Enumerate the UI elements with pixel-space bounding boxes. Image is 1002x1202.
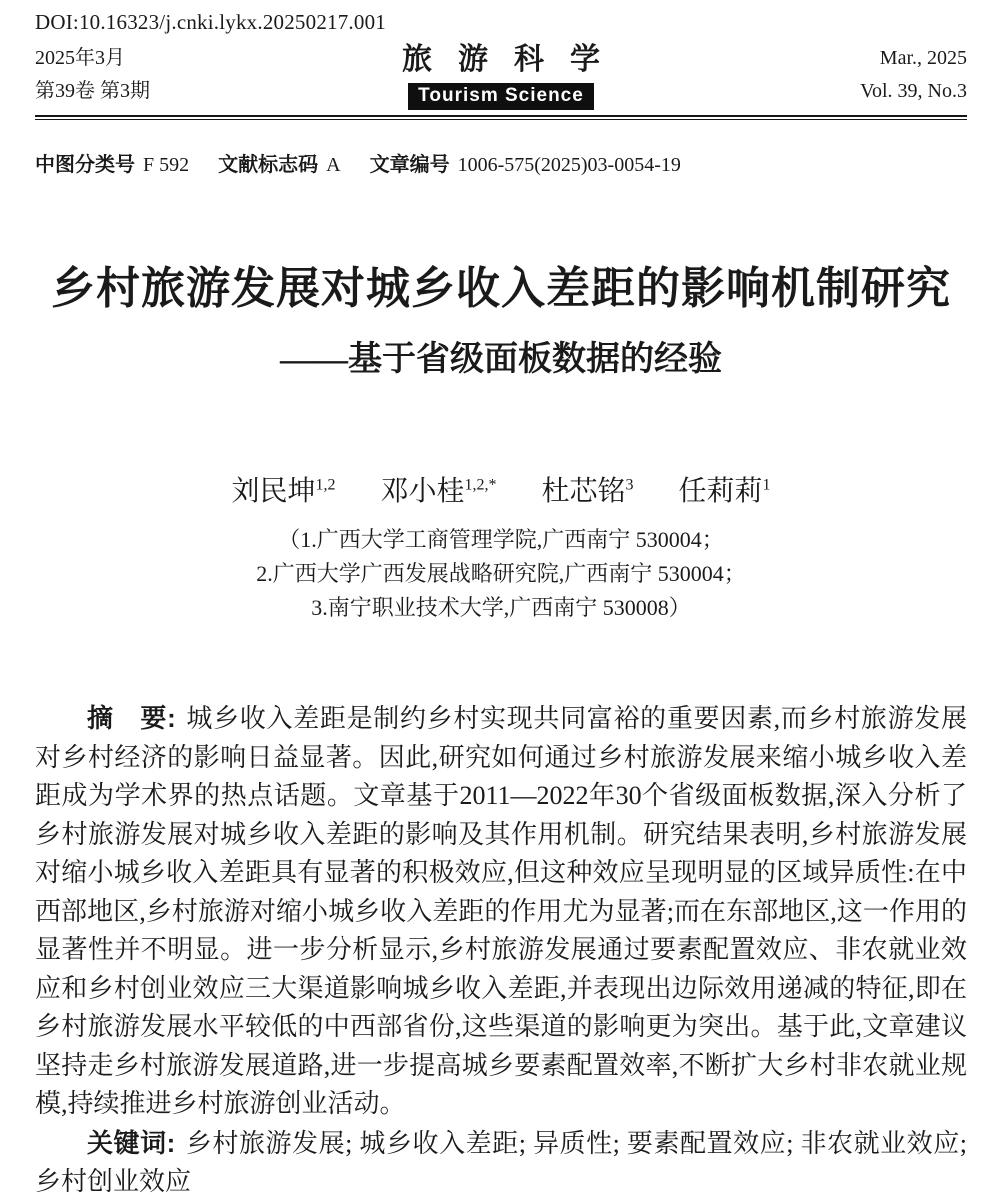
- affiliations-block: [35, 523, 967, 625]
- affiliation-line: 3.南宁职业技术大学,广西南宁 530008）: [311, 595, 691, 620]
- author-affil-marker: 1,2: [315, 476, 336, 494]
- journal-header: [35, 42, 967, 110]
- article-subtitle: ——基于省级面板数据的经验: [280, 341, 722, 378]
- article-title: 乡村旅游发展对城乡收入差距的影响机制研究: [51, 264, 951, 313]
- author-affil-marker: 1: [762, 476, 771, 494]
- author: [231, 476, 335, 507]
- keywords-paragraph: [35, 1124, 967, 1202]
- author-affil-marker: 3: [625, 476, 634, 494]
- header-rule-thin: [35, 119, 967, 120]
- journal-title-en: Tourism Science: [408, 83, 594, 110]
- author-affil-marker: 1,2,*: [464, 476, 497, 494]
- volume-issue-en: Vol. 39, No.3: [860, 80, 967, 102]
- article-no-group: [370, 154, 681, 176]
- clc-group: [35, 154, 189, 176]
- article-no-value: 1006-575(2025)03-0054-19: [457, 154, 681, 176]
- publication-date-en: Mar., 2025: [879, 47, 967, 69]
- header-rule-thick: [35, 115, 967, 117]
- header-center: [376, 42, 626, 110]
- doc-code-value: A: [326, 154, 341, 176]
- abstract-text: 城乡收入差距是制约乡村实现共同富裕的重要因素,而乡村旅游发展对乡村经济的影响日益显著。因此,研究如何通过乡村旅游发展来缩小城乡收入差距成为学术界的热点话题。文章基于2011—2022年30个省级面板数据,深入分析了乡村旅游发展对城乡收入差距的影响及其作用机制。研究结果表明,乡村旅游发展对缩小城乡收入差距具有显著的积极效应,但这种效应呈现明显的区域异质性:在中西部地区,乡村旅游对缩小城乡收入差距的作用尤为显著;而在东部地区,这一作用的显著性并不明显。进一步分析显示,乡村旅游发展通过要素配置效应、非农就业效应和乡村创业效应三大渠道影响城乡收入差距,并表现出边际效用递减的特征,即在乡村旅游发展水平较低的中西部省份,这些渠道的影响更为突出。基于此,文章建议坚持走乡村旅游发展道路,进一步提高城乡要素配置效率,不断扩大乡村非农就业规模,持续推进乡村旅游创业活动。: [35, 704, 967, 1118]
- author: [542, 476, 634, 507]
- affiliation-line: 2.广西大学广西发展战略研究院,广西南宁 530004；: [256, 561, 746, 586]
- header-right: [626, 42, 967, 108]
- author-line: [35, 475, 967, 509]
- volume-issue-cn: 第39卷 第3期: [35, 80, 150, 102]
- doc-code-group: [218, 154, 340, 176]
- author: [679, 476, 771, 507]
- clc-label: 中图分类号: [35, 154, 135, 176]
- clc-value: F 592: [143, 154, 190, 176]
- keywords-text: 乡村旅游发展; 城乡收入差距; 异质性; 要素配置效应; 非农就业效应; 乡村创业效应: [35, 1128, 967, 1196]
- doc-code-label: 文献标志码: [218, 154, 319, 176]
- affiliation-line: （1.广西大学工商管理学院,广西南宁 530004；: [278, 527, 724, 552]
- article-no-label: 文章编号: [369, 154, 450, 176]
- author-name: 杜芯铭: [541, 476, 626, 507]
- keywords-label: 关键词:: [87, 1127, 176, 1158]
- abstract-label: 摘 要:: [87, 703, 176, 733]
- author-name: 刘民坤: [231, 476, 316, 507]
- author-name: 邓小桂: [380, 476, 465, 507]
- header-left: [35, 42, 376, 108]
- header-rule: [35, 115, 967, 120]
- abstract-paragraph: [35, 699, 967, 1124]
- author: [380, 476, 496, 507]
- classification-line: [35, 148, 967, 177]
- journal-title-cn: 旅游科学: [402, 43, 626, 76]
- doi-line: DOI:10.16323/j.cnki.lykx.20250217.001: [35, 10, 386, 34]
- author-name: 任莉莉: [678, 476, 763, 507]
- publication-date-cn: 2025年3月: [35, 47, 125, 69]
